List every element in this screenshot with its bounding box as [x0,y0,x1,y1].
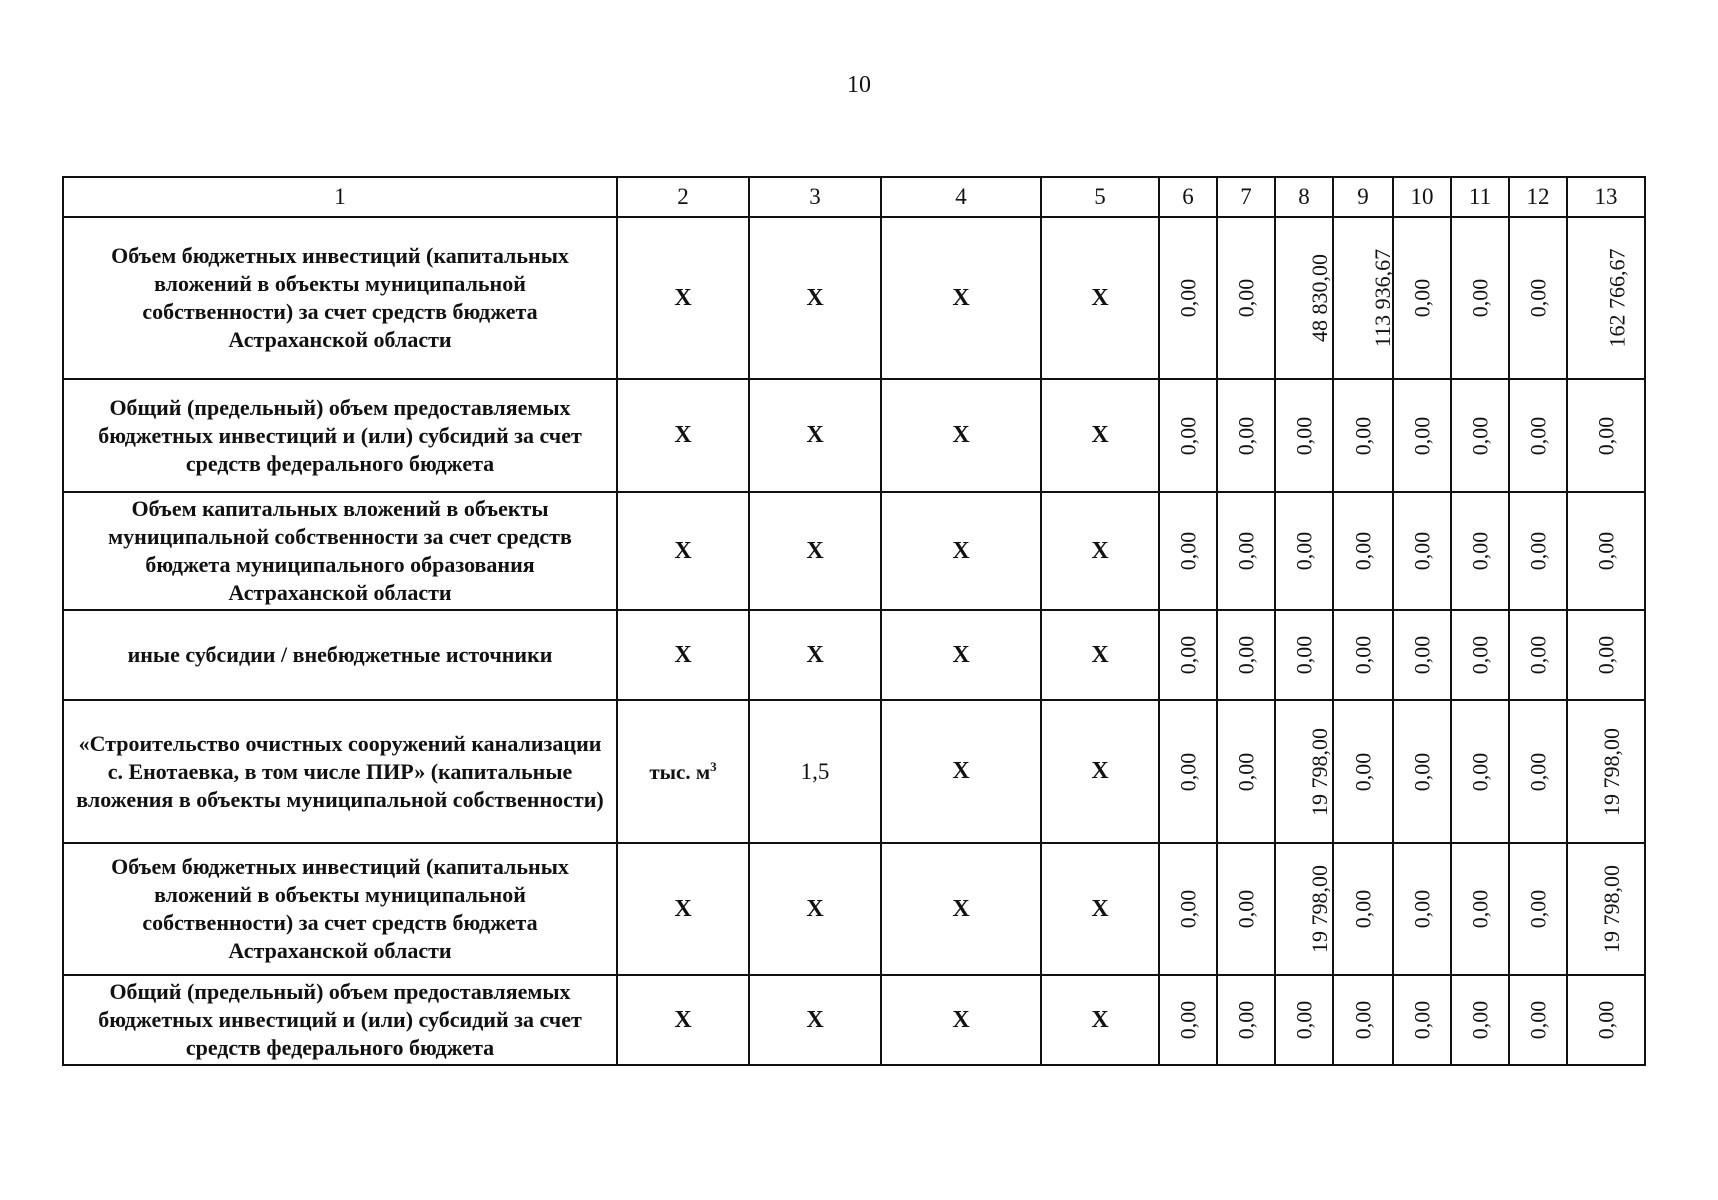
cell-col-4: X [881,217,1041,379]
value-text: 0,00 [1467,416,1492,455]
cell-col-3: X [749,843,881,975]
value-text: 0,00 [1175,889,1200,929]
value-cell [1333,700,1393,843]
value-text: 0,00 [1175,1000,1200,1040]
value-cell [1451,975,1509,1065]
value-text: 19 798,00 [1599,727,1624,816]
value-cell [1333,975,1393,1065]
value-cell [1159,700,1217,843]
value-cell [1451,492,1509,610]
value-cell [1217,975,1275,1065]
value-text: 0,00 [1233,635,1258,675]
table-row [63,492,1645,610]
cell-col-2: X [617,492,749,610]
cell-col-2: X [617,379,749,492]
header-col-7: 7 [1217,177,1275,217]
header-col-13: 13 [1567,177,1645,217]
row-description: Объем бюджетных инвестиций (капитальных вложений в объекты муниципальной собственности) за счет средств бюджета Астраханской области [63,217,617,379]
value-cell [1159,492,1217,610]
value-text: 0,00 [1409,635,1434,675]
value-cell [1451,700,1509,843]
value-cell [1509,492,1567,610]
value-cell [1567,610,1645,700]
table-row [63,975,1645,1065]
cell-col-5: X [1041,492,1159,610]
value-cell [1333,217,1396,379]
value-cell [1451,843,1509,975]
table-row [63,217,1645,379]
value-text: 0,00 [1350,889,1375,929]
value-cell [1159,610,1217,700]
value-cell [1217,843,1275,975]
value-text: 162 766,67 [1604,248,1630,348]
value-cell [1275,379,1333,492]
value-cell [1217,610,1275,700]
row-description: Объем капитальных вложений в объекты муниципальной собственности за счет средств бюджета муниципального образования Астраханской области [63,492,617,610]
header-col-3: 3 [749,177,881,217]
table-row [63,610,1645,700]
cell-col-5: X [1041,379,1159,492]
value-text: 0,00 [1409,416,1434,455]
cell-col-3: 1,5 [749,700,881,843]
value-cell [1393,843,1451,975]
cell-col-2: X [617,610,749,700]
table-row [63,843,1645,975]
cell-col-3: X [749,217,881,379]
value-cell [1159,843,1217,975]
value-text: 0,00 [1409,752,1434,791]
unit-superscript: 3 [710,758,717,774]
value-cell [1393,975,1451,1065]
cell-col-4: X [881,610,1041,700]
value-cell [1275,492,1333,610]
cell-col-5: X [1041,700,1159,843]
value-cell [1333,843,1393,975]
value-cell [1275,975,1333,1065]
value-text: 19 798,00 [1307,727,1332,816]
cell-col-4: X [881,492,1041,610]
value-cell [1275,610,1333,700]
header-col-8: 8 [1275,177,1333,217]
value-cell [1217,379,1275,492]
value-text: 0,00 [1175,752,1200,791]
row-description: Общий (предельный) объем предоставляемых бюджетных инвестиций и (или) субсидий за счет средств федерального бюджета [63,379,617,492]
value-cell [1275,700,1333,843]
value-text: 0,00 [1409,889,1434,929]
value-cell [1393,700,1451,843]
page-number: 10 [847,72,871,98]
value-text: 0,00 [1233,889,1258,929]
cell-col-4: X [881,379,1041,492]
cell-col-3: X [749,379,881,492]
value-text: 48 830,00 [1307,254,1332,342]
value-cell [1509,379,1567,492]
cell-col-2: X [617,975,749,1065]
value-cell [1333,492,1393,610]
cell-col-5: X [1041,975,1159,1065]
cell-col-2: X [617,217,749,379]
cell-col-5: X [1041,843,1159,975]
row-description: Объем бюджетных инвестиций (капитальных вложений в объекты муниципальной собственности) за счет средств бюджета Астраханской области [63,843,617,975]
value-cell [1509,975,1567,1065]
value-cell [1217,492,1275,610]
header-col-9: 9 [1333,177,1393,217]
value-text: 0,00 [1233,752,1258,791]
value-text: 0,00 [1233,531,1258,571]
cell-col-3: X [749,975,881,1065]
cell-col-3: X [749,610,881,700]
value-text: 0,00 [1233,278,1258,318]
cell-col-2: X [617,843,749,975]
value-text: 0,00 [1467,889,1492,929]
value-cell [1393,379,1451,492]
value-text: 0,00 [1291,531,1316,571]
value-text: 0,00 [1467,1000,1492,1040]
value-cell [1159,975,1217,1065]
value-text: 0,00 [1525,278,1550,318]
value-text: 0,00 [1233,1000,1258,1040]
value-text: 0,00 [1593,531,1618,571]
value-cell [1509,610,1567,700]
value-cell [1393,610,1451,700]
value-text: 0,00 [1467,278,1492,318]
value-text: 0,00 [1525,416,1550,455]
value-cell [1275,217,1333,379]
header-col-5: 5 [1041,177,1159,217]
value-cell [1275,843,1333,975]
value-cell [1567,843,1645,975]
value-cell [1393,492,1451,610]
row-description: Общий (предельный) объем предоставляемых бюджетных инвестиций и (или) субсидий за счет средств федерального бюджета [63,975,617,1065]
value-text: 0,00 [1525,752,1550,791]
value-cell [1567,700,1645,843]
value-text: 0,00 [1467,531,1492,571]
cell-col-4: X [881,975,1041,1065]
value-text: 0,00 [1350,416,1375,455]
value-text: 0,00 [1593,635,1618,675]
value-cell [1567,975,1645,1065]
cell-col-5: X [1041,610,1159,700]
value-text: 0,00 [1175,278,1200,318]
value-cell [1451,217,1509,379]
value-text: 0,00 [1350,635,1375,675]
unit-text: тыс. м [649,759,711,784]
table-row [63,379,1645,492]
value-cell [1333,379,1393,492]
value-text: 0,00 [1409,1000,1434,1040]
value-text: 0,00 [1467,752,1492,791]
value-text: 0,00 [1175,635,1200,675]
value-text: 19 798,00 [1307,865,1332,953]
value-text: 0,00 [1175,416,1200,455]
value-cell [1217,700,1275,843]
header-col-6: 6 [1159,177,1217,217]
header-col-4: 4 [881,177,1041,217]
value-text: 0,00 [1525,1000,1550,1040]
value-text: 0,00 [1593,416,1618,455]
cell-col-4: X [881,700,1041,843]
value-cell [1451,610,1509,700]
header-col-1: 1 [63,177,617,217]
value-text: 0,00 [1291,416,1316,455]
value-text: 0,00 [1467,635,1492,675]
value-cell [1509,843,1567,975]
budget-table [62,176,1646,1066]
value-cell [1451,379,1509,492]
value-cell [1393,217,1451,379]
value-text: 0,00 [1350,752,1375,791]
value-cell [1159,379,1217,492]
value-text: 0,00 [1350,531,1375,571]
value-text: 0,00 [1593,1000,1618,1040]
value-text: 0,00 [1525,889,1550,929]
value-text: 0,00 [1291,635,1316,675]
value-cell [1333,610,1393,700]
header-row [63,177,1645,217]
value-cell [1217,217,1275,379]
cell-col-5: X [1041,217,1159,379]
header-col-11: 11 [1451,177,1509,217]
value-cell [1567,492,1645,610]
value-text: 0,00 [1291,1000,1316,1040]
value-text: 0,00 [1233,416,1258,455]
value-cell [1159,217,1217,379]
cell-col-3: X [749,492,881,610]
value-cell [1509,700,1567,843]
header-col-12: 12 [1509,177,1567,217]
value-cell [1567,379,1645,492]
table-row [63,700,1645,843]
value-text: 0,00 [1350,1000,1375,1040]
value-cell [1509,217,1567,379]
value-text: 0,00 [1409,278,1434,318]
value-text: 0,00 [1409,531,1434,571]
value-cell [1567,217,1645,379]
value-text: 113 936,67 [1370,248,1396,348]
value-text: 19 798,00 [1599,865,1624,953]
row-description: «Строительство очистных сооружений канализации с. Енотаевка, в том числе ПИР» (капитальные вложения в объекты муниципальной собственности) [63,700,617,843]
header-col-2: 2 [617,177,749,217]
row-description: иные субсидии / внебюджетные источники [63,610,617,700]
value-text: 0,00 [1175,531,1200,571]
cell-col-2 [617,700,749,843]
value-text: 0,00 [1525,635,1550,675]
value-text: 0,00 [1525,531,1550,571]
header-col-10: 10 [1393,177,1451,217]
cell-col-4: X [881,843,1041,975]
